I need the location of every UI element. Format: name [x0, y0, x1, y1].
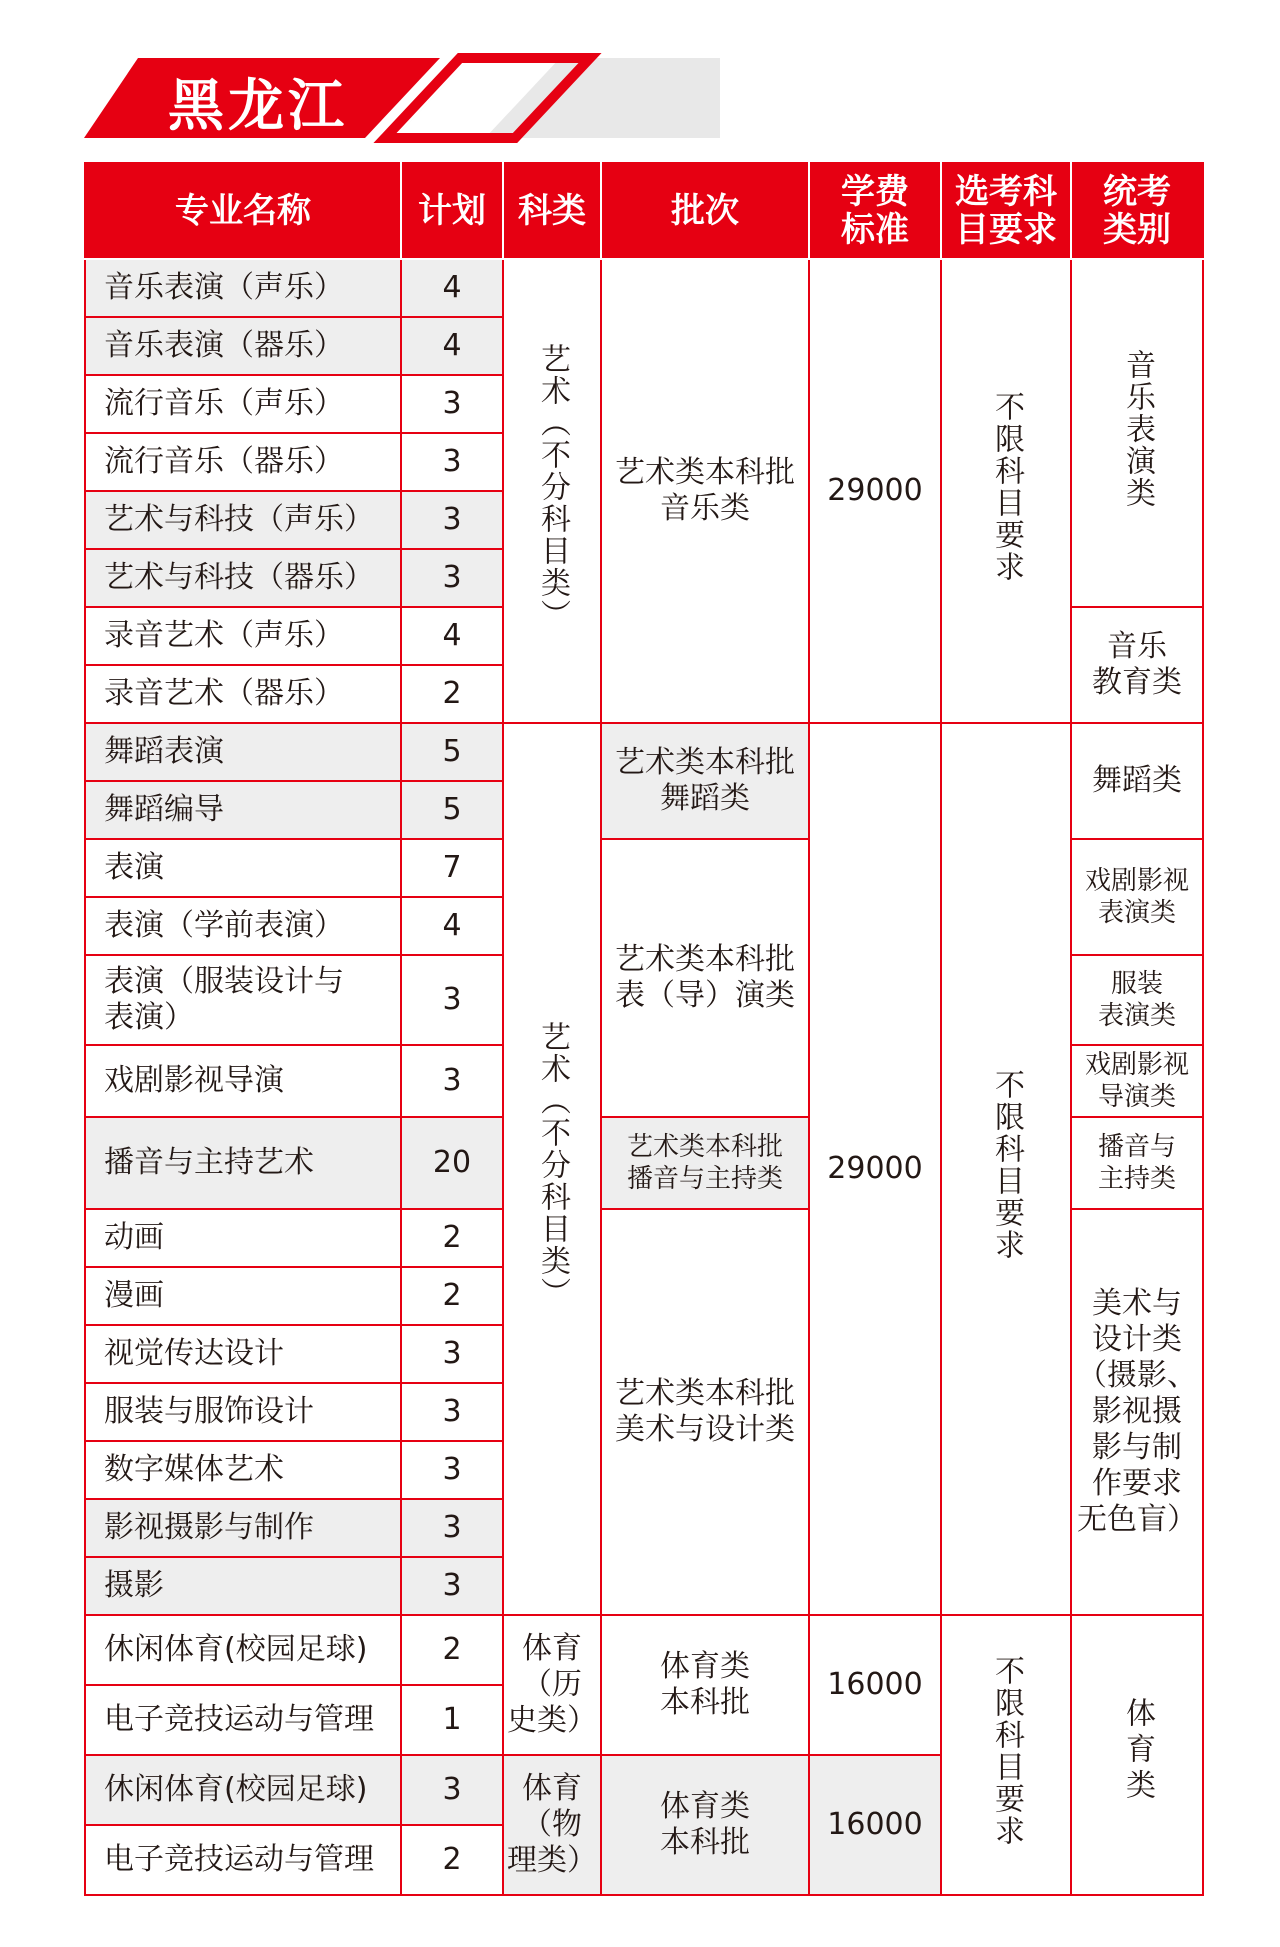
plan-count: 5 [401, 723, 503, 781]
exam-type-cell: 服装 表演类 [1071, 955, 1203, 1045]
table-row [85, 259, 1203, 317]
major-name: 艺术与科技（声乐） [85, 491, 401, 549]
province-title: 黑龙江 [168, 74, 348, 139]
subject-req-cell: 不限科目要求 [941, 723, 1071, 1615]
plan-count: 1 [401, 1685, 503, 1755]
major-name: 视觉传达设计 [85, 1325, 401, 1383]
header-subject-req: 选考科 目要求 [941, 163, 1071, 259]
major-name: 音乐表演（器乐） [85, 317, 401, 375]
plan-count: 3 [401, 955, 503, 1045]
major-name: 漫画 [85, 1267, 401, 1325]
plan-count: 3 [401, 1325, 503, 1383]
table-row [85, 1615, 1203, 1685]
tuition-cell: 29000 [809, 259, 941, 723]
exam-type-cell: 音乐 教育类 [1071, 607, 1203, 723]
exam-type-cell: 播音与 主持类 [1071, 1117, 1203, 1209]
category-cell: 体育 （历 史类） [503, 1615, 601, 1755]
tuition-cell: 16000 [809, 1615, 941, 1755]
batch-cell: 艺术类本科批 音乐类 [601, 259, 809, 723]
exam-type-cell: 美术与 设计类 （摄影、 影视摄 影与制 作要求 无色盲） [1071, 1209, 1203, 1615]
batch-cell: 艺术类本科批 美术与设计类 [601, 1209, 809, 1615]
category-cell: 艺术（不分科目类） [503, 259, 601, 723]
header-exam-type: 统考 类别 [1071, 163, 1203, 259]
major-name: 播音与主持艺术 [85, 1117, 401, 1209]
exam-type-cell: 音乐表演类 [1071, 259, 1203, 607]
subject-req-cell: 不限科目要求 [941, 259, 1071, 723]
major-name: 舞蹈表演 [85, 723, 401, 781]
major-name: 表演 [85, 839, 401, 897]
plan-count: 3 [401, 375, 503, 433]
plan-count: 3 [401, 1045, 503, 1117]
plan-count: 2 [401, 1615, 503, 1685]
plan-count: 3 [401, 491, 503, 549]
batch-cell: 艺术类本科批 表（导）演类 [601, 839, 809, 1117]
plan-count: 3 [401, 1441, 503, 1499]
plan-count: 2 [401, 1825, 503, 1895]
plan-count: 3 [401, 1755, 503, 1825]
plan-count: 4 [401, 259, 503, 317]
exam-type-cell: 戏剧影视 导演类 [1071, 1045, 1203, 1117]
major-name: 服装与服饰设计 [85, 1383, 401, 1441]
header-tuition: 学费 标准 [809, 163, 941, 259]
exam-type-cell: 体育类 [1071, 1615, 1203, 1895]
plan-count: 3 [401, 549, 503, 607]
plan-count: 3 [401, 1499, 503, 1557]
major-name: 流行音乐（器乐） [85, 433, 401, 491]
plan-count: 20 [401, 1117, 503, 1209]
major-name: 艺术与科技（器乐） [85, 549, 401, 607]
plan-count: 2 [401, 1267, 503, 1325]
plan-count: 4 [401, 317, 503, 375]
major-name: 戏剧影视导演 [85, 1045, 401, 1117]
major-name: 电子竞技运动与管理 [85, 1685, 401, 1755]
tuition-cell: 29000 [809, 723, 941, 1615]
category-cell: 体育 （物 理类） [503, 1755, 601, 1895]
batch-cell: 体育类 本科批 [601, 1755, 809, 1895]
admission-plan-table [84, 162, 1204, 1896]
major-name: 表演（服装设计与 表演） [85, 955, 401, 1045]
header-plan: 计划 [401, 163, 503, 259]
table-header-row [85, 163, 1203, 259]
major-name: 表演（学前表演） [85, 897, 401, 955]
plan-count: 4 [401, 897, 503, 955]
plan-count: 7 [401, 839, 503, 897]
header-category: 科类 [503, 163, 601, 259]
major-name: 数字媒体艺术 [85, 1441, 401, 1499]
major-name: 电子竞技运动与管理 [85, 1825, 401, 1895]
major-name: 休闲体育(校园足球) [85, 1755, 401, 1825]
plan-count: 2 [401, 1209, 503, 1267]
batch-cell: 艺术类本科批 舞蹈类 [601, 723, 809, 839]
major-name: 录音艺术（器乐） [85, 665, 401, 723]
exam-type-cell: 舞蹈类 [1071, 723, 1203, 839]
plan-count: 3 [401, 433, 503, 491]
major-name: 休闲体育(校园足球) [85, 1615, 401, 1685]
major-name: 动画 [85, 1209, 401, 1267]
plan-count: 3 [401, 1557, 503, 1615]
major-name: 录音艺术（声乐） [85, 607, 401, 665]
category-cell: 艺术（不分科目类） [503, 723, 601, 1615]
major-name: 舞蹈编导 [85, 781, 401, 839]
major-name: 流行音乐（声乐） [85, 375, 401, 433]
plan-count: 4 [401, 607, 503, 665]
major-name: 影视摄影与制作 [85, 1499, 401, 1557]
plan-count: 5 [401, 781, 503, 839]
major-name: 摄影 [85, 1557, 401, 1615]
header-major: 专业名称 [85, 163, 401, 259]
subject-req-cell: 不限科目要求 [941, 1615, 1071, 1895]
tuition-cell: 16000 [809, 1755, 941, 1895]
batch-cell: 艺术类本科批 播音与主持类 [601, 1117, 809, 1209]
major-name: 音乐表演（声乐） [85, 259, 401, 317]
plan-count: 3 [401, 1383, 503, 1441]
batch-cell: 体育类 本科批 [601, 1615, 809, 1755]
exam-type-cell: 戏剧影视 表演类 [1071, 839, 1203, 955]
plan-count: 2 [401, 665, 503, 723]
table-row [85, 723, 1203, 781]
header-batch: 批次 [601, 163, 809, 259]
